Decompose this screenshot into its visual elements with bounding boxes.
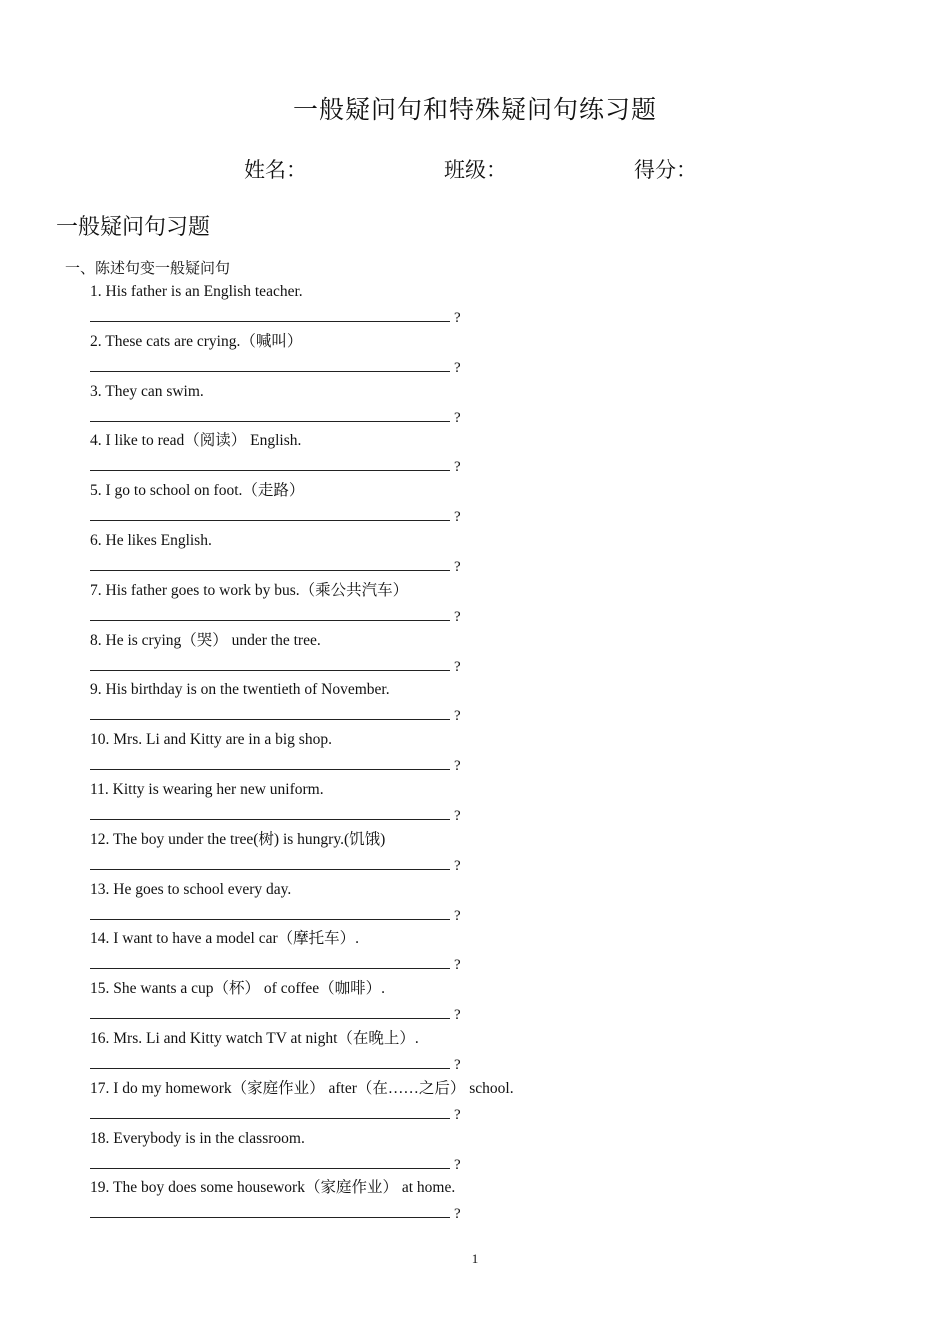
answer-line (90, 570, 450, 571)
question-item (90, 1129, 870, 1179)
question-item (90, 382, 870, 432)
answer-blank[interactable] (90, 358, 462, 378)
answer-blank[interactable] (90, 1055, 462, 1075)
question-item (90, 830, 870, 880)
answer-line (90, 1068, 450, 1069)
question-mark: ? (454, 359, 461, 376)
question-text: 1. His father is an English teacher. (90, 283, 303, 300)
question-mark: ? (454, 708, 461, 725)
question-item (90, 880, 870, 930)
question-item (90, 282, 870, 332)
page-number: 1 (471, 1251, 479, 1266)
question-item (90, 1029, 870, 1079)
question-item (90, 631, 870, 681)
answer-line (90, 919, 450, 920)
answer-line (90, 819, 450, 820)
answer-blank[interactable] (90, 906, 462, 926)
answer-blank[interactable] (90, 308, 462, 328)
question-mark: ? (454, 1007, 461, 1024)
question-text: 14. I want to have a model car（摩托车）. (90, 930, 360, 948)
question-mark: ? (454, 658, 461, 675)
answer-blank[interactable] (90, 1155, 462, 1175)
question-text: 19. The boy does some housework（家庭作业） at home. (90, 1179, 456, 1197)
question-mark: ? (454, 857, 461, 874)
answer-blank[interactable] (90, 856, 462, 876)
answer-line (90, 620, 450, 621)
question-text: 3. They can swim. (90, 382, 204, 400)
question-item (90, 531, 870, 581)
question-item (90, 1178, 870, 1228)
question-item (90, 730, 870, 780)
answer-blank[interactable] (90, 457, 462, 477)
question-mark: ? (454, 1056, 461, 1073)
answer-blank[interactable] (90, 706, 462, 726)
question-item (90, 680, 870, 730)
question-item (90, 581, 870, 631)
answer-blank[interactable] (90, 806, 462, 826)
answer-line (90, 670, 450, 671)
question-text: 16. Mrs. Li and Kitty watch TV at night（在晚上）. (90, 1029, 419, 1047)
question-item (90, 332, 870, 382)
answer-line (90, 719, 450, 720)
question-mark: ? (454, 907, 461, 924)
answer-line (90, 421, 450, 422)
question-text: 15. She wants a cup（杯） of coffee（咖啡）. (90, 980, 386, 998)
answer-blank[interactable] (90, 756, 462, 776)
question-mark: ? (454, 558, 461, 575)
question-mark: ? (454, 608, 461, 625)
question-text: 12. The boy under the tree(树) is hungry.(饥饿) (90, 830, 386, 848)
question-text: 5. I go to school on foot.（走路） (90, 482, 305, 500)
sub-heading: 一、陈述句变一般疑问句 (65, 261, 231, 277)
question-text: 17. I do my homework（家庭作业） after（在……之后） school. (90, 1079, 514, 1097)
question-list (90, 282, 870, 1228)
answer-blank[interactable] (90, 408, 462, 428)
question-mark: ? (454, 1206, 461, 1223)
question-text: 13. He goes to school every day. (90, 880, 292, 898)
answer-line (90, 1018, 450, 1019)
question-item (90, 780, 870, 830)
answer-line (90, 869, 450, 870)
answer-line (90, 371, 450, 372)
answer-line (90, 769, 450, 770)
question-text: 18. Everybody is in the classroom. (90, 1129, 305, 1147)
document-title: 一般疑问句和特殊疑问句练习题 (292, 97, 657, 124)
question-mark: ? (454, 409, 461, 426)
answer-blank[interactable] (90, 955, 462, 975)
question-mark: ? (454, 459, 461, 476)
section-heading: 一般疑问句习题 (56, 214, 211, 239)
answer-blank[interactable] (90, 607, 462, 627)
name-label: 姓名： (244, 158, 307, 182)
question-text: 8. He is crying（哭） under the tree. (90, 631, 321, 649)
question-text: 10. Mrs. Li and Kitty are in a big shop. (90, 731, 332, 749)
question-text: 4. I like to read（阅读） English. (90, 432, 302, 450)
question-text: 9. His birthday is on the twentieth of November. (90, 681, 390, 699)
question-item (90, 1079, 870, 1129)
class-label: 班级： (444, 158, 507, 182)
answer-line (90, 1168, 450, 1169)
question-item (90, 481, 870, 531)
question-mark: ? (454, 957, 461, 974)
answer-blank[interactable] (90, 557, 462, 577)
answer-blank[interactable] (90, 1005, 462, 1025)
question-mark: ? (454, 1106, 461, 1123)
question-text: 11. Kitty is wearing her new uniform. (90, 780, 324, 798)
question-text: 7. His father goes to work by bus.（乘公共汽车） (90, 581, 409, 599)
score-label: 得分： (634, 158, 697, 182)
answer-line (90, 520, 450, 521)
question-item (90, 979, 870, 1029)
question-mark: ? (454, 310, 461, 326)
question-text: 6. He likes English. (90, 531, 212, 549)
question-text: 2. These cats are crying.（喊叫） (90, 332, 303, 350)
answer-blank[interactable] (90, 1204, 462, 1224)
question-item (90, 431, 870, 481)
question-mark: ? (454, 509, 461, 526)
answer-line (90, 968, 450, 969)
question-item (90, 929, 870, 979)
answer-blank[interactable] (90, 507, 462, 527)
answer-line (90, 470, 450, 471)
question-mark: ? (454, 758, 461, 775)
answer-line (90, 1217, 450, 1218)
answer-blank[interactable] (90, 657, 462, 677)
answer-line (90, 321, 450, 322)
answer-line (90, 1118, 450, 1119)
question-mark: ? (454, 1156, 461, 1173)
answer-blank[interactable] (90, 1105, 462, 1125)
question-mark: ? (454, 807, 461, 824)
